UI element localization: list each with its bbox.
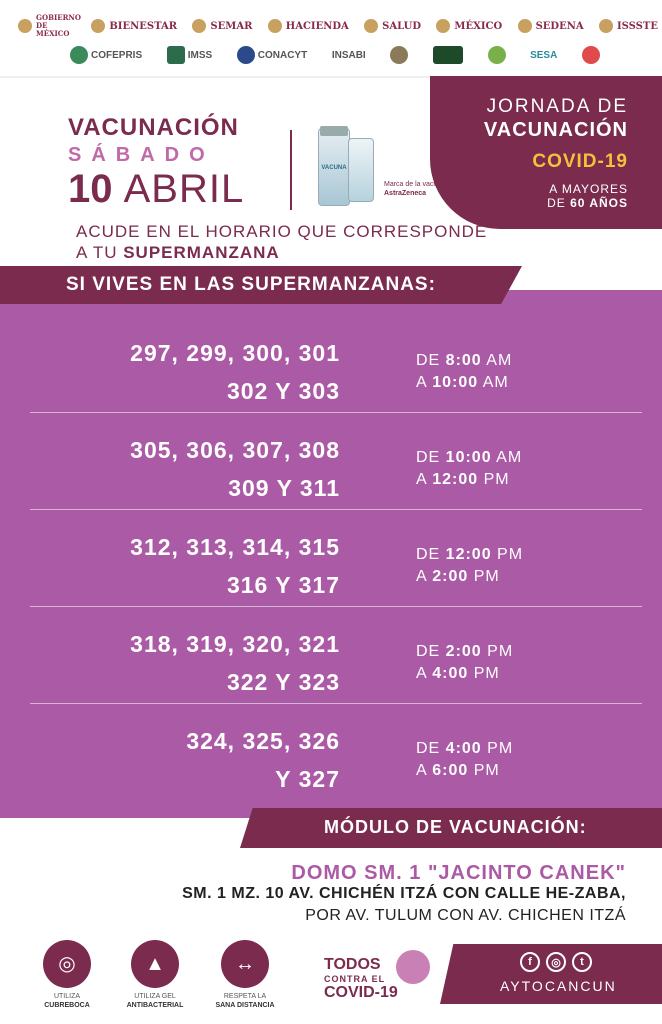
seal-icon	[91, 19, 105, 33]
social-icons	[520, 952, 592, 972]
vacunacion-title: VACUNACIÓN	[68, 114, 239, 141]
logo-tree	[488, 46, 506, 64]
jornada-line2: VACUNACIÓN	[483, 119, 628, 141]
time-range: DE 2:00 PM A 4:00 PM	[416, 643, 514, 682]
acude-instructions: ACUDE EN EL HORARIO QUE CORRESPONDE A TU SUPERMANZANA	[76, 222, 488, 262]
cofepris-icon	[70, 46, 88, 64]
supermanzanas-banner-title: SI VIVES EN LAS SUPERMANZANAS:	[66, 274, 436, 295]
todos-contra-covid-logo: TODOS CONTRA EL COVID-19	[324, 956, 398, 1001]
seal-icon	[436, 19, 450, 33]
logo-salud: SALUD	[364, 19, 421, 33]
title-divider	[290, 130, 292, 210]
facebook-icon[interactable]: f	[520, 952, 540, 972]
vacunacion-day: SÁBADO	[68, 144, 215, 166]
twitter-icon[interactable]: t	[572, 952, 592, 972]
tree-icon	[488, 46, 506, 64]
logo-green	[433, 46, 463, 64]
jornada-covid: COVID-19	[532, 151, 628, 172]
schedule-row	[30, 316, 642, 413]
time-range: DE 8:00 AM A 10:00 AM	[416, 352, 513, 391]
logo-bienestar: BIENESTAR	[91, 19, 177, 33]
vaccine-vial-icon: VACUNA	[318, 128, 350, 206]
supermanzanas: 324, 325, 326 Y 327	[186, 728, 340, 792]
logo-sedena: SEDENA	[518, 19, 584, 33]
jornada-text	[484, 96, 628, 210]
logo-eagle	[390, 46, 408, 64]
recommendation-mask: ◎ UTILIZA CUBREBOCA	[24, 940, 110, 1010]
seal-icon	[364, 19, 378, 33]
modulo-banner-title: MÓDULO DE VACUNACIÓN:	[324, 817, 587, 837]
eagle-icon	[390, 46, 408, 64]
time-range: DE 12:00 PM A 2:00 PM	[416, 546, 524, 585]
logo-conacyt: CONACYT	[237, 46, 307, 64]
time-range: DE 10:00 AM A 12:00 PM	[416, 449, 523, 488]
ayto-handle: AYTOCANCUN	[500, 978, 617, 994]
supermanzanas: 297, 299, 300, 301 302 Y 303	[130, 340, 340, 404]
schedule-row	[30, 607, 642, 704]
logo-semar: SEMAR	[192, 19, 252, 33]
supermanzanas: 312, 313, 314, 315 316 Y 317	[130, 534, 340, 598]
schedule-row	[30, 413, 642, 510]
gel-icon: ▲	[131, 940, 179, 988]
vaccine-brand: Marca de la vacuna: AstraZeneca	[384, 181, 448, 197]
recommendation-distance: ↔ RESPETA LA SANA DISTANCIA	[202, 940, 288, 1010]
mask-icon: ◎	[43, 940, 91, 988]
logo-row-bottom	[70, 42, 600, 68]
schedule-panel	[0, 290, 662, 818]
modulo-place: DOMO SM. 1 "JACINTO CANEK"	[291, 862, 626, 884]
jornada-line5: DE 60 AÑOS	[547, 196, 628, 210]
vacunacion-date: 10 ABRIL	[68, 167, 245, 211]
seal-icon	[268, 19, 282, 33]
jornada-line1: JORNADA DE	[486, 96, 628, 117]
seal-icon	[518, 19, 532, 33]
flag-icon	[433, 46, 463, 64]
jornada-line4: A MAYORES	[549, 182, 628, 196]
time-range: DE 4:00 PM A 6:00 PM	[416, 740, 514, 779]
logo-sesa: SESA	[530, 49, 558, 61]
seal-icon	[18, 19, 32, 33]
seal-icon	[599, 19, 613, 33]
vacunacion-title-block	[68, 114, 244, 210]
supermanzanas: 305, 306, 307, 308 309 Y 311	[130, 437, 340, 501]
logo-hacienda: HACIENDA	[268, 19, 349, 33]
logos-header	[0, 0, 662, 76]
logo-row-top	[18, 14, 658, 38]
vaccine-vial-icon	[348, 138, 374, 202]
logo-insabi: INSABI	[331, 49, 366, 61]
virus-icon	[396, 950, 430, 984]
modulo-address-line2: POR AV. TULUM CON AV. CHICHEN ITZÁ	[305, 907, 626, 924]
logo-gobierno-mexico: GOBIERNO DE MÉXICO	[18, 14, 76, 38]
instagram-icon[interactable]: ◎	[546, 952, 566, 972]
vial-cap	[320, 126, 348, 136]
shield-icon	[582, 46, 600, 64]
logo-cofepris: COFEPRIS	[70, 46, 142, 64]
schedule-row	[30, 704, 642, 801]
schedule-row	[30, 510, 642, 607]
imss-icon	[167, 46, 185, 64]
conacyt-icon	[237, 46, 255, 64]
supermanzanas: 318, 319, 320, 321 322 Y 323	[130, 631, 340, 695]
distance-icon: ↔	[221, 940, 269, 988]
logo-imss: IMSS	[167, 46, 212, 64]
modulo-address-line1: SM. 1 MZ. 10 AV. CHICHÉN ITZÁ CON CALLE HE-ZABA,	[182, 885, 626, 902]
logo-quintana-roo	[582, 46, 600, 64]
seal-icon	[192, 19, 206, 33]
logo-mexico: MÉXICO	[436, 19, 502, 33]
recommendation-gel: ▲ UTILIZA GEL ANTIBACTERIAL	[112, 940, 198, 1010]
logo-issste: ISSSTE	[599, 19, 658, 33]
